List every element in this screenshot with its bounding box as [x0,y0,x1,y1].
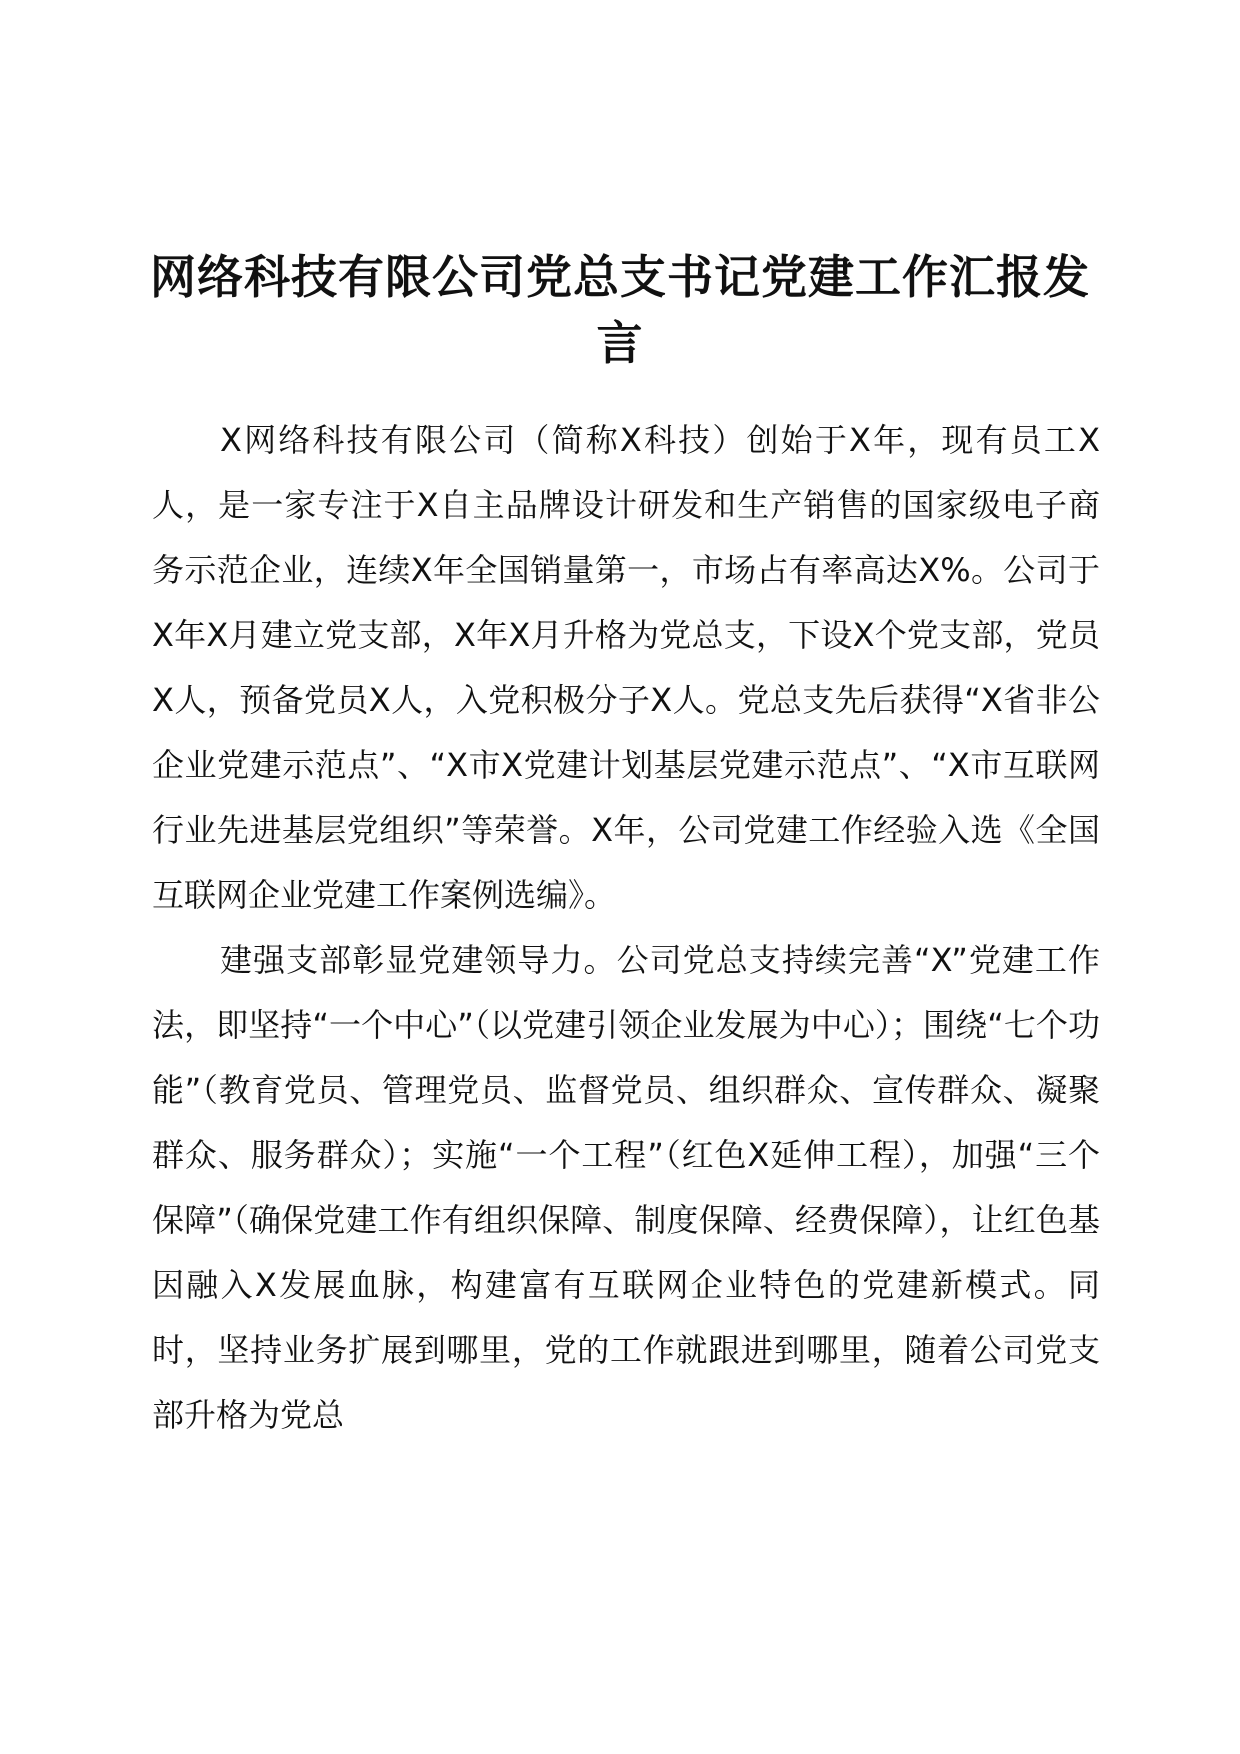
document-title: 网络科技有限公司党总支书记党建工作汇报发言 [150,250,1090,370]
paragraph-company-intro: X网络科技有限公司（简称X科技）创始于X年，现有员工X人，是一家专注于X自主品牌设计研发和生产销售的国家级电子商务示范企业，连续X年全国销量第一，市场占有率高达X%。公司于X年X月建立党支部，X年X月升格为党总支，下设X个党支部，党员X人，预备党员X人，入党积极分子X人。党总支先后获得“X省非公企业党建示范点”、“X市X党建计划基层党建示范点”、“X市互联网行业先进基层党组织”等荣誉。X年，公司党建工作经验入选《全国互联网企业党建工作案例选编》。 [152,421,1100,914]
document-body [152,408,1100,1448]
paragraph-branch-building: 建强支部彰显党建领导力。公司党总支持续完善“X”党建工作法，即坚持“一个中心”（以党建引领企业发展为中心）；围绕“七个功能”（教育党员、管理党员、监督党员、组织群众、宣传群众、凝聚群众、服务群众）；实施“一个工程”（红色X延伸工程），加强“三个保障”（确保党建工作有组织保障、制度保障、经费保障），让红色基因融入X发展血脉，构建富有互联网企业特色的党建新模式。同时，坚持业务扩展到哪里，党的工作就跟进到哪里，随着公司党支部升格为党总 [152,941,1100,1434]
